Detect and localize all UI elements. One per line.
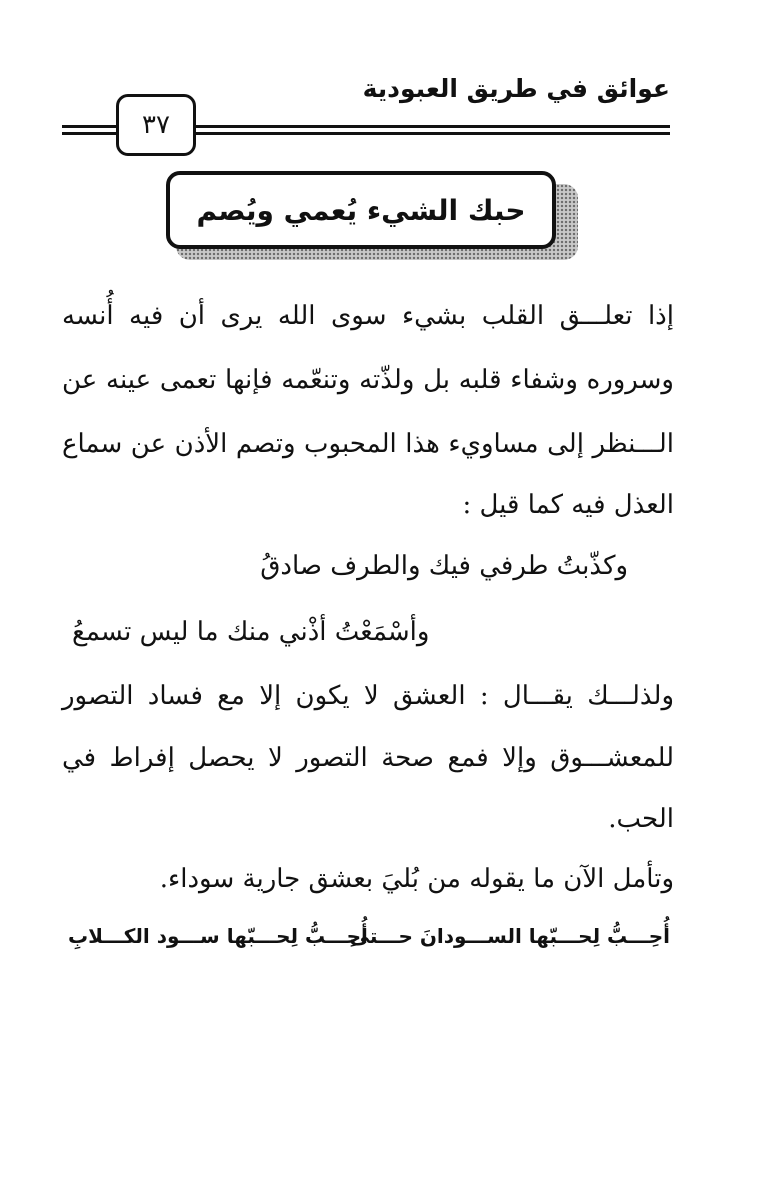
poem-line: وأسْمَعْتُ أذْني منك ما ليس تسمعُ: [72, 617, 430, 647]
paragraph-line: العذل فيه كما قيل :: [462, 490, 674, 520]
paragraph-line: إذا تعلـــق القلب بشيء سوى الله يرى أن فيه أُنسه: [62, 301, 674, 331]
paragraph-line: وتأمل الآن ما يقوله من بُليَ بعشق جارية سوداء.: [159, 864, 674, 894]
paragraph-line: للمعشـــوق وإلا فمع صحة التصور لا يحصل إفراط في: [62, 743, 674, 773]
paragraph-line: ولذلـــك يقـــال : العشق لا يكون إلا مع فساد التصور: [62, 681, 674, 711]
verse-first-hemistich: أُحِـــبُّ لِحـــبّها الســـودانَ حـــتى: [349, 924, 670, 948]
paragraph-line: الـــنظر إلى مساويء هذا المحبوب وتصم الأذن عن سماع: [62, 429, 674, 459]
poem-line: وكذّبتُ طرفي فيك والطرف صادقُ: [260, 551, 628, 581]
section-title: حبك الشيء يُعمي ويُصم: [166, 171, 556, 249]
paragraph-line: الحب.: [608, 804, 674, 834]
page-number: ٣٧: [116, 94, 196, 156]
running-head: عوائق في طريق العبودية: [362, 74, 670, 103]
verse-second-hemistich: أُحِـــبُّ لِحـــبّها ســـود الكـــلابِ: [68, 924, 368, 948]
verse-couplet: [68, 924, 670, 958]
paragraph-line: وسروره وشفاء قلبه بل ولذّته وتنعّمه فإنها تعمى عينه عن: [62, 365, 674, 395]
